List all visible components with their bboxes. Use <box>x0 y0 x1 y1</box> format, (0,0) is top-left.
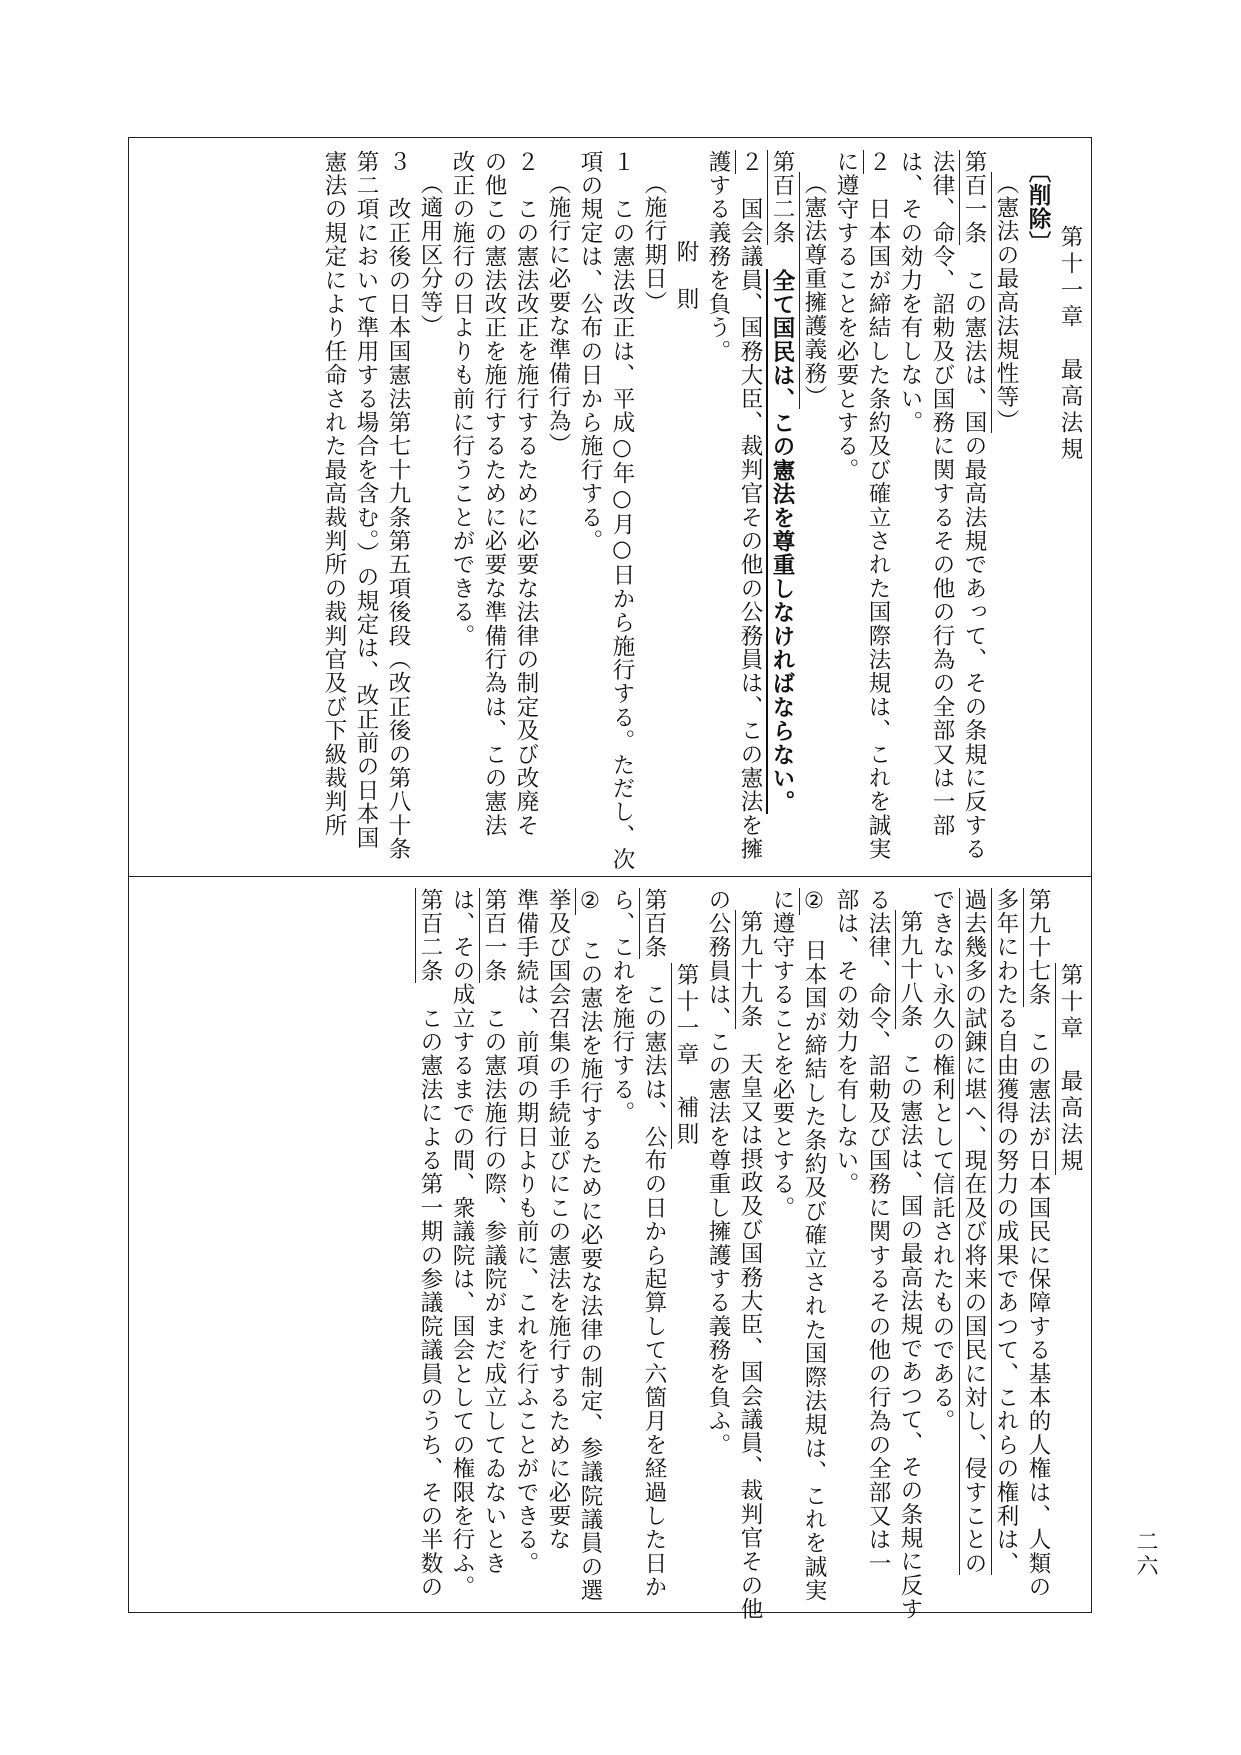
supplementary-line: ３ 改正後の日本国憲法第七十九条第五項後段（改正後の第八十条 <box>385 150 411 862</box>
supplementary-line: の他この憲法改正を施行するために必要な準備行為は、この憲法 <box>481 150 507 838</box>
article-label: 第九十八条 <box>897 910 923 1029</box>
paragraph-line: ２ 国会議員、国務大臣、裁判官その他の公務員は、この憲法を擁 <box>737 150 763 862</box>
supplementary-line: 項の規定は、公布の日から施行する。 <box>577 150 603 553</box>
article-line: 部は、その効力を有しない。 <box>833 888 859 1197</box>
paragraph-line: ② 日本国が締結した条約及び確立された国際法規は、これを誠実 <box>801 888 827 1603</box>
article-line: 第九十九条 天皇又は摂政及び国務大臣、国会議員、裁判官その他 <box>737 910 763 1622</box>
supplementary-line: ２ この憲法改正を施行するために必要な法律の制定及び改廃そ <box>513 150 539 838</box>
article-line: は、その成立するまでの間、衆議院は、国会としての権限を行ふ。 <box>449 888 475 1599</box>
paragraph-line: に遵守することを必要とする。 <box>833 150 859 482</box>
paragraph-line: 挙及び国会召集の手続並びにこの憲法を施行するために必要な <box>545 888 571 1552</box>
supplementary-heading: （適用区分等） <box>417 172 443 338</box>
supplementary-line: 憲法の規定により任命された最高裁判所の裁判官及び下級裁判所 <box>321 150 347 838</box>
article-line: 第百一条 この憲法施行の際、参議院がまだ成立してゐないとき <box>481 888 507 1576</box>
paragraph-line: に遵守することを必要とする。 <box>769 888 795 1220</box>
article-line: 多年にわたる自由獲得の努力の成果であつて、これらの権利は、 <box>993 888 1019 1576</box>
article-line: 法律、命令、詔勅及び国務に関するその他の行為の全部又は一部 <box>929 150 955 838</box>
paragraph-line: ② この憲法を施行するために必要な法律の制定、参議院議員の選 <box>577 888 603 1603</box>
amendment-draft-panel <box>134 150 1086 872</box>
article-heading: （憲法の最高法規性等） <box>993 172 1019 433</box>
chapter-title: 第十一章 補則 <box>673 963 699 1149</box>
article-line: は、その効力を有しない。 <box>897 150 923 435</box>
article-line: 第九十七条 この憲法が日本国民に保障する基本的人権は、人類の <box>1025 888 1051 1600</box>
article-line: 第百一条 この憲法は、国の最高法規であって、その条規に反する <box>961 150 987 862</box>
article-line: の公務員は、この憲法を尊重し擁護する義務を負ふ。 <box>705 888 731 1457</box>
article-label: 第百一条 <box>481 888 507 983</box>
supplementary-heading: （施行に必要な準備行為） <box>545 172 571 457</box>
article-label: 第百一条 <box>961 150 987 245</box>
paragraph-line: 護する義務を負う。 <box>705 150 731 364</box>
article-line: ら、これを施行する。 <box>609 888 635 1125</box>
paragraph-line: 準備手続は、前項の期日よりも前に、これを行ふことができる。 <box>513 888 539 1576</box>
article-line: 第九十八条 この憲法は、国の最高法規であつて、その条規に反す <box>897 910 923 1622</box>
article-label: 第九十九条 <box>737 910 763 1029</box>
article-label: 第九十七条 <box>1025 888 1051 1007</box>
article-line: 過去幾多の試錬に堪へ、現在及び将来の国民に対し、侵すことの <box>961 888 987 1576</box>
paragraph-line: ２ 日本国が締結した条約及び確立された国際法規は、これを誠実 <box>865 150 891 862</box>
page-number: 二六 <box>1133 1530 1158 1578</box>
article-label: 第百二条 <box>417 888 443 983</box>
supplementary-line: 改正の施行の日よりも前に行うことができる。 <box>449 150 475 648</box>
article-line: できない永久の権利として信託されたものである。 <box>929 888 955 1434</box>
article-line: る法律、命令、詔勅及び国務に関するその他の行為の全部又は一 <box>865 888 891 1576</box>
article-line: 第百二条 全て国民は、この憲法を尊重しなければならない。 <box>766 150 798 868</box>
article-label: 第百条 <box>641 888 667 960</box>
article-heading: （憲法尊重擁護義務） <box>801 172 827 409</box>
supplementary-line: 第二項において準用する場合を含む。）の規定は、改正前の日本国 <box>353 150 379 850</box>
supplementary-heading: （施行期日） <box>641 172 667 315</box>
deleted-note: 〔削除〕 <box>1025 160 1051 255</box>
article-line: 第百条 この憲法は、公布の日から起算して六箇月を経過した日か <box>641 888 667 1600</box>
chapter-title: 第十一章 最高法規 <box>1057 225 1083 464</box>
article-line: 第百二条 この憲法による第一期の参議院議員のうち、その半数の <box>417 888 443 1600</box>
section-divider <box>128 876 1092 877</box>
supplementary-title: 附 則 <box>673 240 699 312</box>
supplementary-line: １ この憲法改正は、平成○年○月○日から施行する。ただし、次 <box>609 150 635 872</box>
chapter-title: 第十章 最高法規 <box>1057 963 1083 1175</box>
current-constitution-panel <box>134 888 1086 1622</box>
article-label: 第百二条 <box>769 150 795 245</box>
